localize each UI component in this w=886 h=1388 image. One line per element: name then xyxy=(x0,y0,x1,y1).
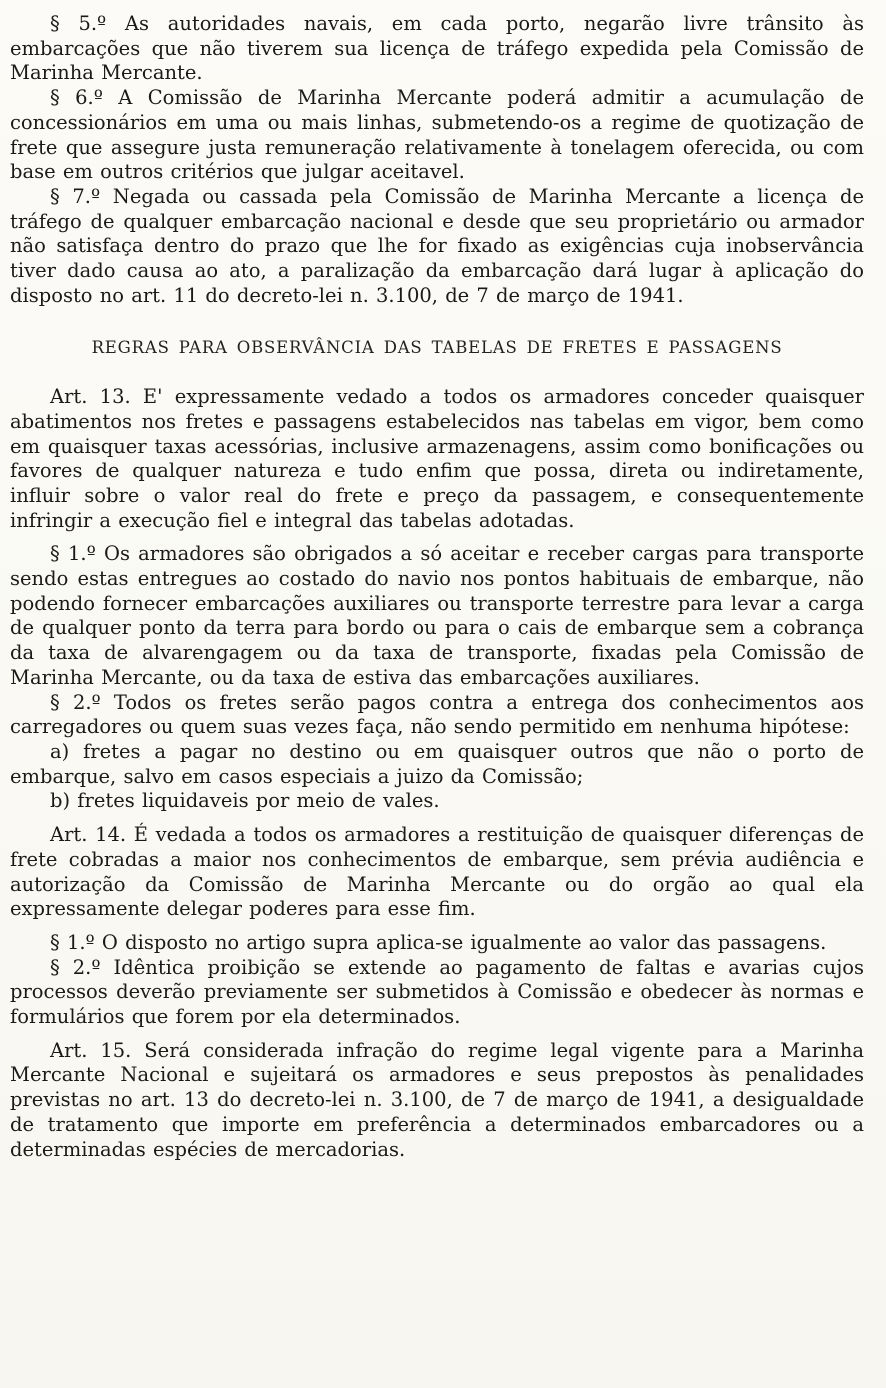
article-13: Art. 13. E' expressamente vedado a todos os armadores conceder quaisquer abatimentos nos fretes e passagens estabelecidos nas tabelas em vigor, bem como em quaisquer taxas acessórias, inclusive armazenagens, assim como bonificações ou favores de qualquer natureza e tudo enfim que possa, direta ou indiretamente, influir sobre o valor real do frete e preço da passagem, e consequentemente infringir a execução fiel e integral das tabelas adotadas. xyxy=(10,385,864,532)
article-14-paragraph-2: § 2.º Idêntica proibição se extende ao pagamento de faltas e avarias cujos processos deverão previamente ser submetidos à Comissão e obedecer às normas e formulários que forem por ela determinados. xyxy=(10,955,864,1029)
article-14: Art. 14. É vedada a todos os armadores a restituição de quaisquer diferenças de frete cobradas a maior nos conhecimentos de embarque, sem prévia audiência e autorização da Comissão de Marinha Mercante ou do orgão ao qual ela expressamente delegar poderes para esse fim. xyxy=(10,823,864,921)
paragraph-7: § 7.º Negada ou cassada pela Comissão de Marinha Mercante a licença de tráfego de qualquer embarcação nacional e desde que seu proprietário ou armador não satisfaça dentro do prazo que lhe for fixado as exigências cuja inobservância tiver dado causa ao ato, a paralização da embarcação dará lugar à aplicação do disposto no art. 11 do decreto-lei n. 3.100, de 7 de março de 1941. xyxy=(10,184,864,307)
section-heading: REGRAS PARA OBSERVÂNCIA DAS TABELAS DE FRETES E PASSAGENS xyxy=(91,338,783,358)
article-13-item-a: a) fretes a pagar no destino ou em quaisquer outros que não o porto de embarque, salvo em casos especiais a juizo da Comissão; xyxy=(10,739,864,788)
article-14-paragraph-1: § 1.º O disposto no artigo supra aplica-se igualmente ao valor das passagens. xyxy=(50,930,827,954)
article-13-item-b: b) fretes liquidaveis por meio de vales. xyxy=(50,789,440,813)
article-13-paragraph-1: § 1.º Os armadores são obrigados a só aceitar e receber cargas para transporte sendo estas entregues ao costado do navio nos pontos habituais de embarque, não podendo fornecer embarcações auxiliares ou transporte terrestre para levar a carga de qualquer ponto da terra para bordo ou para o cais de embarque sem a cobrança da taxa de alvarengagem ou da taxa de transporte, fixadas pela Comissão de Marinha Mercante, ou da taxa de estiva das embarcações auxiliares. xyxy=(10,542,864,689)
article-13-paragraph-2: § 2.º Todos os fretes serão pagos contra a entrega dos conhecimentos aos carregadores ou quem suas vezes faça, não sendo permitido em nenhuma hipótese: xyxy=(10,690,864,739)
paragraph-6: § 6.º A Comissão de Marinha Mercante poderá admitir a acumulação de concessionários em uma ou mais linhas, submetendo-os a regime de quotização de frete que assegure justa remuneração relativamente à tonelagem oferecida, ou com base em outros critérios que julgar aceitavel. xyxy=(10,86,864,184)
paragraph-5: § 5.º As autoridades navais, em cada porto, negarão livre trânsito às embarcações que não tiverem sua licença de tráfego expedida pela Comissão de Marinha Mercante. xyxy=(10,12,864,85)
article-15: Art. 15. Será considerada infração do regime legal vigente para a Marinha Mercante Nacional e sujeitará os armadores e seus prepostos às penalidades previstas no art. 13 do decreto-lei n. 3.100, de 7 de março de 1941, a desigualdade de tratamento que importe em preferência a determinados embarcadores ou a determinadas espécies de mercadorias. xyxy=(10,1038,864,1161)
